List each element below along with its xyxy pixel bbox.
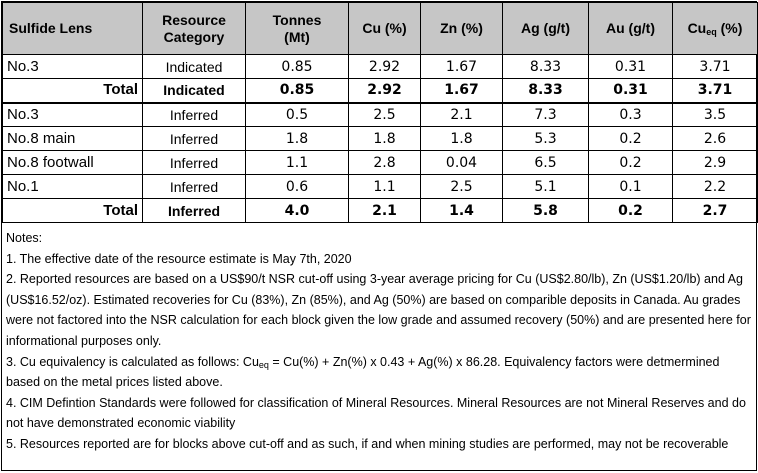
cell-au: 0.2 [589,127,673,151]
cell-lens: No.3 [3,55,143,79]
cell-ag: 7.3 [503,103,589,127]
table-header-row [3,3,758,55]
header-au: Au (g/t) [589,3,673,55]
cell-tonnes: 0.6 [246,175,349,199]
cell-tonnes: 1.8 [246,127,349,151]
cell-cu: 1.1 [349,175,421,199]
cell-category: Inferred [143,103,246,127]
cell-au: 0.3 [589,103,673,127]
cell-ag: 5.8 [503,199,589,223]
cell-cu: 1.8 [349,127,421,151]
cell-lens: No.8 footwall [3,151,143,175]
cell-tonnes: 0.85 [246,55,349,79]
cell-category: Indicated [143,55,246,79]
cell-ag: 6.5 [503,151,589,175]
table-row [3,175,758,199]
cell-lens: Total [3,199,143,223]
notes-title: Notes: [6,231,43,245]
cell-category: Inferred [143,127,246,151]
cell-zn: 2.5 [421,175,503,199]
cell-lens: No.1 [3,175,143,199]
cell-zn: 1.8 [421,127,503,151]
cell-zn: 1.4 [421,199,503,223]
cell-ag: 5.1 [503,175,589,199]
cell-tonnes: 1.1 [246,151,349,175]
note-2: 2. Reported resources are based on a US$90/t NSR cut-off using 3-year average pricing for Cu (US$2.80/lb), Zn (US$1.20/lb) and Ag (US$16.52/oz). Estimated recoveries for Cu (83%), Zn (85%), and Ag (50%) are based on comparible deposits in Canada. Au grades were not factored into the NSR calculation for each block given the low grade and assumed recovery (50%) and are presented here for informational purposes only. [6,272,751,348]
cell-cu: 2.92 [349,55,421,79]
note-5: 5. Resources reported are for blocks above cut-off and as such, if and when mining studies are performed, may not be recoverable [6,436,729,451]
header-sulfide-lens: Sulfide Lens [3,3,143,55]
cell-category: Inferred [143,175,246,199]
cell-zn: 2.1 [421,103,503,127]
cell-cueq: 3.71 [673,55,758,79]
header-cueq-sub: eq [706,27,717,37]
header-ag: Ag (g/t) [503,3,589,55]
cell-tonnes: 0.5 [246,103,349,127]
note-1: 1. The effective date of the resource estimate is May 7th, 2020 [6,251,352,266]
cell-cu: 2.1 [349,199,421,223]
cell-cueq: 2.2 [673,175,758,199]
note-3-post: = Cu(%) + Zn(%) x 0.43 + Ag(%) x 86.28. Equivalency factors were detmermined based on the metal prices listed above. [6,354,720,390]
cell-cueq: 2.6 [673,127,758,151]
header-cu: Cu (%) [349,3,421,55]
note-3 [6,352,752,393]
cell-lens: No.8 main [3,127,143,151]
header-category-line1: Resource [162,11,226,28]
cell-ag: 8.33 [503,55,589,79]
note-4: 4. CIM Defintion Standards were followed for classification of Mineral Resources. Mineral Resources are not Mineral Reserves and do not have demonstrated economic viability [6,395,746,431]
table-row [3,127,758,151]
header-tonnes [246,3,349,55]
table-row-total [3,79,758,103]
cell-tonnes: 0.85 [246,79,349,103]
cell-cueq: 2.7 [673,199,758,223]
table-row [3,103,758,127]
cell-zn: 1.67 [421,79,503,103]
cell-au: 0.2 [589,151,673,175]
header-cueq [673,3,758,55]
cell-au: 0.31 [589,79,673,103]
cell-cu: 2.5 [349,103,421,127]
note-3-sub: eq [258,359,269,370]
cell-cu: 2.8 [349,151,421,175]
header-cueq-base: Cu [687,20,707,36]
cell-cueq: 2.9 [673,151,758,175]
notes-section [2,226,756,457]
cell-ag: 8.33 [503,79,589,103]
cell-category: Inferred [143,199,246,223]
cell-zn: 1.67 [421,55,503,79]
resource-table-document [1,1,757,471]
header-zn: Zn (%) [421,3,503,55]
cell-au: 0.2 [589,199,673,223]
cell-au: 0.31 [589,55,673,79]
cell-category: Inferred [143,151,246,175]
cell-tonnes: 4.0 [246,199,349,223]
header-tonnes-line1: Tonnes [272,11,322,28]
cell-lens: Total [3,79,143,103]
cell-au: 0.1 [589,175,673,199]
header-tonnes-line2: (Mt) [284,28,310,45]
cell-cu: 2.92 [349,79,421,103]
cell-zn: 0.04 [421,151,503,175]
table-row [3,151,758,175]
header-category-line2: Category [163,28,225,45]
cell-category: Indicated [143,79,246,103]
resource-table [2,2,758,223]
header-cueq-unit: (%) [716,20,743,36]
note-3-pre: 3. Cu equivalency is calculated as follows: Cu [6,354,259,369]
table-row-total [3,199,758,223]
cell-lens: No.3 [3,103,143,127]
cell-cueq: 3.5 [673,103,758,127]
table-row [3,55,758,79]
header-resource-category [143,3,246,55]
cell-cueq: 3.71 [673,79,758,103]
cell-ag: 5.3 [503,127,589,151]
